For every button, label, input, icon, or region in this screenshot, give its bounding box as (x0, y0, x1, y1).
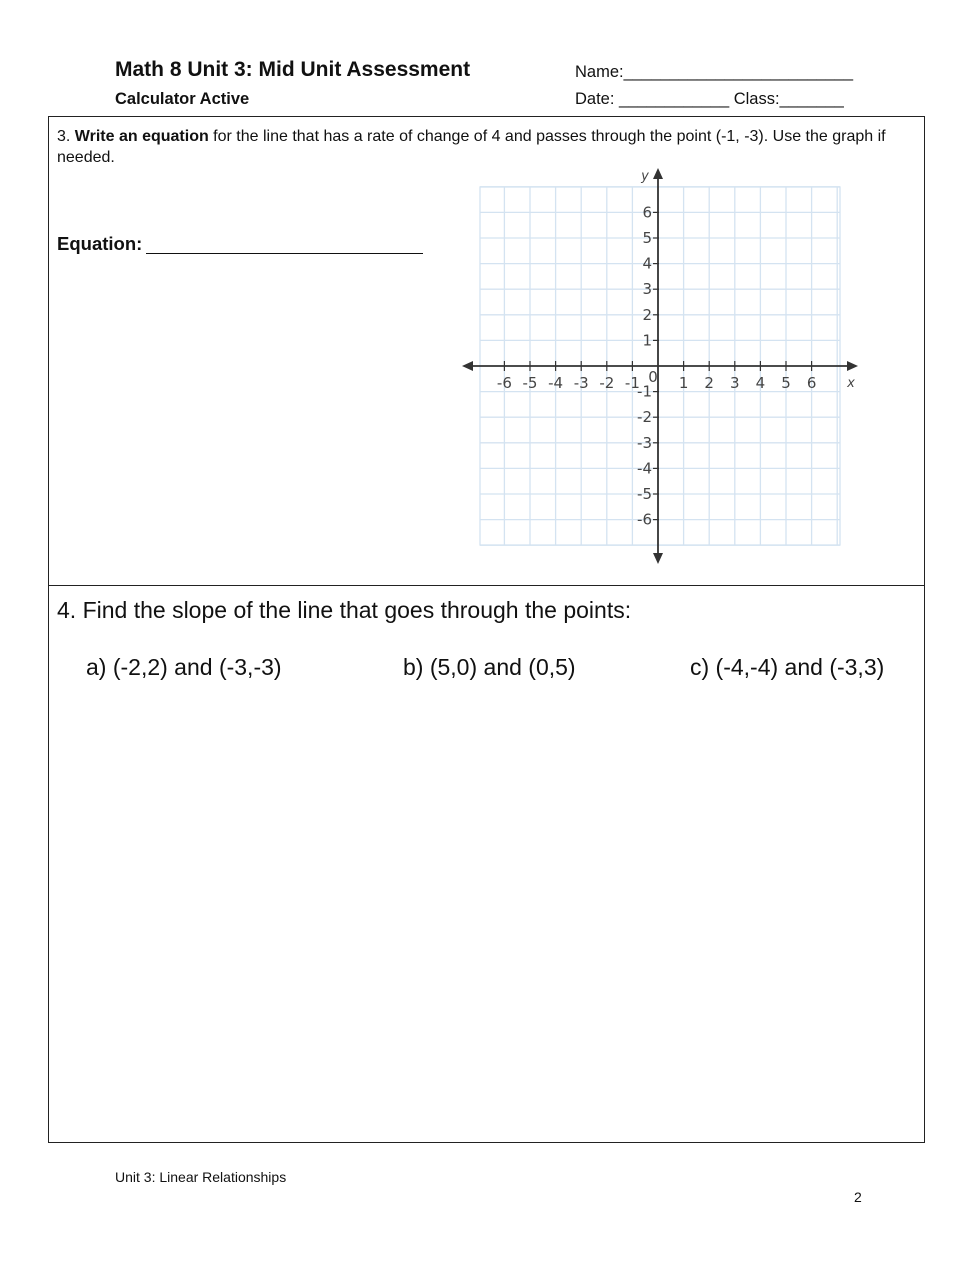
x-axis-right-arrow (847, 361, 858, 371)
x-tick-label: 6 (806, 374, 817, 392)
footer-unit-label: Unit 3: Linear Relationships (115, 1169, 287, 1185)
date-class-field[interactable]: Date: ____________ Class:_______ (575, 90, 844, 108)
y-axis-label: y (641, 169, 649, 184)
y-tick-label: -2 (637, 408, 652, 427)
x-tick-label: -3 (573, 374, 589, 392)
x-tick-label: -2 (599, 374, 615, 392)
y-tick-label: 5 (642, 229, 652, 247)
origin-label: 0 (648, 368, 658, 386)
y-tick-label: -4 (637, 459, 652, 478)
x-tick-label: 3 (730, 374, 740, 392)
x-tick-label: -6 (496, 374, 512, 392)
y-axis-up-arrow (653, 168, 663, 179)
y-tick-label: 1 (642, 331, 652, 350)
page-number: 2 (854, 1189, 862, 1205)
question-divider (48, 585, 925, 586)
x-tick-label: -4 (548, 374, 564, 392)
coordinate-graph[interactable] (460, 166, 860, 566)
y-tick-label: -3 (637, 433, 652, 452)
y-tick-label: 2 (642, 305, 652, 324)
question-4-part-a: a) (-2,2) and (-3,-3) (86, 654, 282, 680)
question-3-body: for the line that has a rate of change of 4 and passes through the point (-1, -3). Use the graph if needed. (57, 128, 886, 166)
y-tick-label: 4 (642, 254, 652, 273)
y-tick-label: -1 (637, 382, 652, 401)
x-tick-label: -5 (522, 374, 538, 392)
y-tick-label: 6 (642, 203, 652, 222)
x-tick-label: 4 (755, 374, 766, 392)
question-3-text (57, 126, 917, 168)
equation-label: Equation: (57, 233, 143, 254)
x-tick-label: 5 (781, 374, 791, 392)
page-title: Math 8 Unit 3: Mid Unit Assessment (115, 58, 471, 81)
question-4-part-b: b) (5,0) and (0,5) (403, 654, 576, 680)
x-axis-left-arrow (462, 361, 473, 371)
question-4-part-c: c) (-4,-4) and (-3,3) (690, 654, 885, 680)
y-tick-label: 3 (642, 280, 652, 299)
y-axis-down-arrow (653, 553, 663, 564)
equation-answer-line[interactable] (146, 253, 423, 254)
x-tick-label: 2 (704, 374, 714, 392)
x-axis-label: x (847, 376, 855, 391)
y-tick-label: -5 (637, 485, 652, 503)
coordinate-graph-svg (460, 166, 860, 566)
question-3-bold-lead: Write an equation (74, 128, 209, 145)
x-tick-label: 1 (678, 374, 689, 392)
y-tick-label: -6 (637, 510, 652, 529)
question-3-number: 3. (57, 128, 71, 145)
x-tick-label: -1 (624, 374, 640, 392)
page-subtitle: Calculator Active (115, 90, 250, 108)
question-4-prompt: 4. Find the slope of the line that goes through the points: (57, 597, 632, 623)
name-field[interactable]: Name:_________________________ (575, 63, 854, 81)
